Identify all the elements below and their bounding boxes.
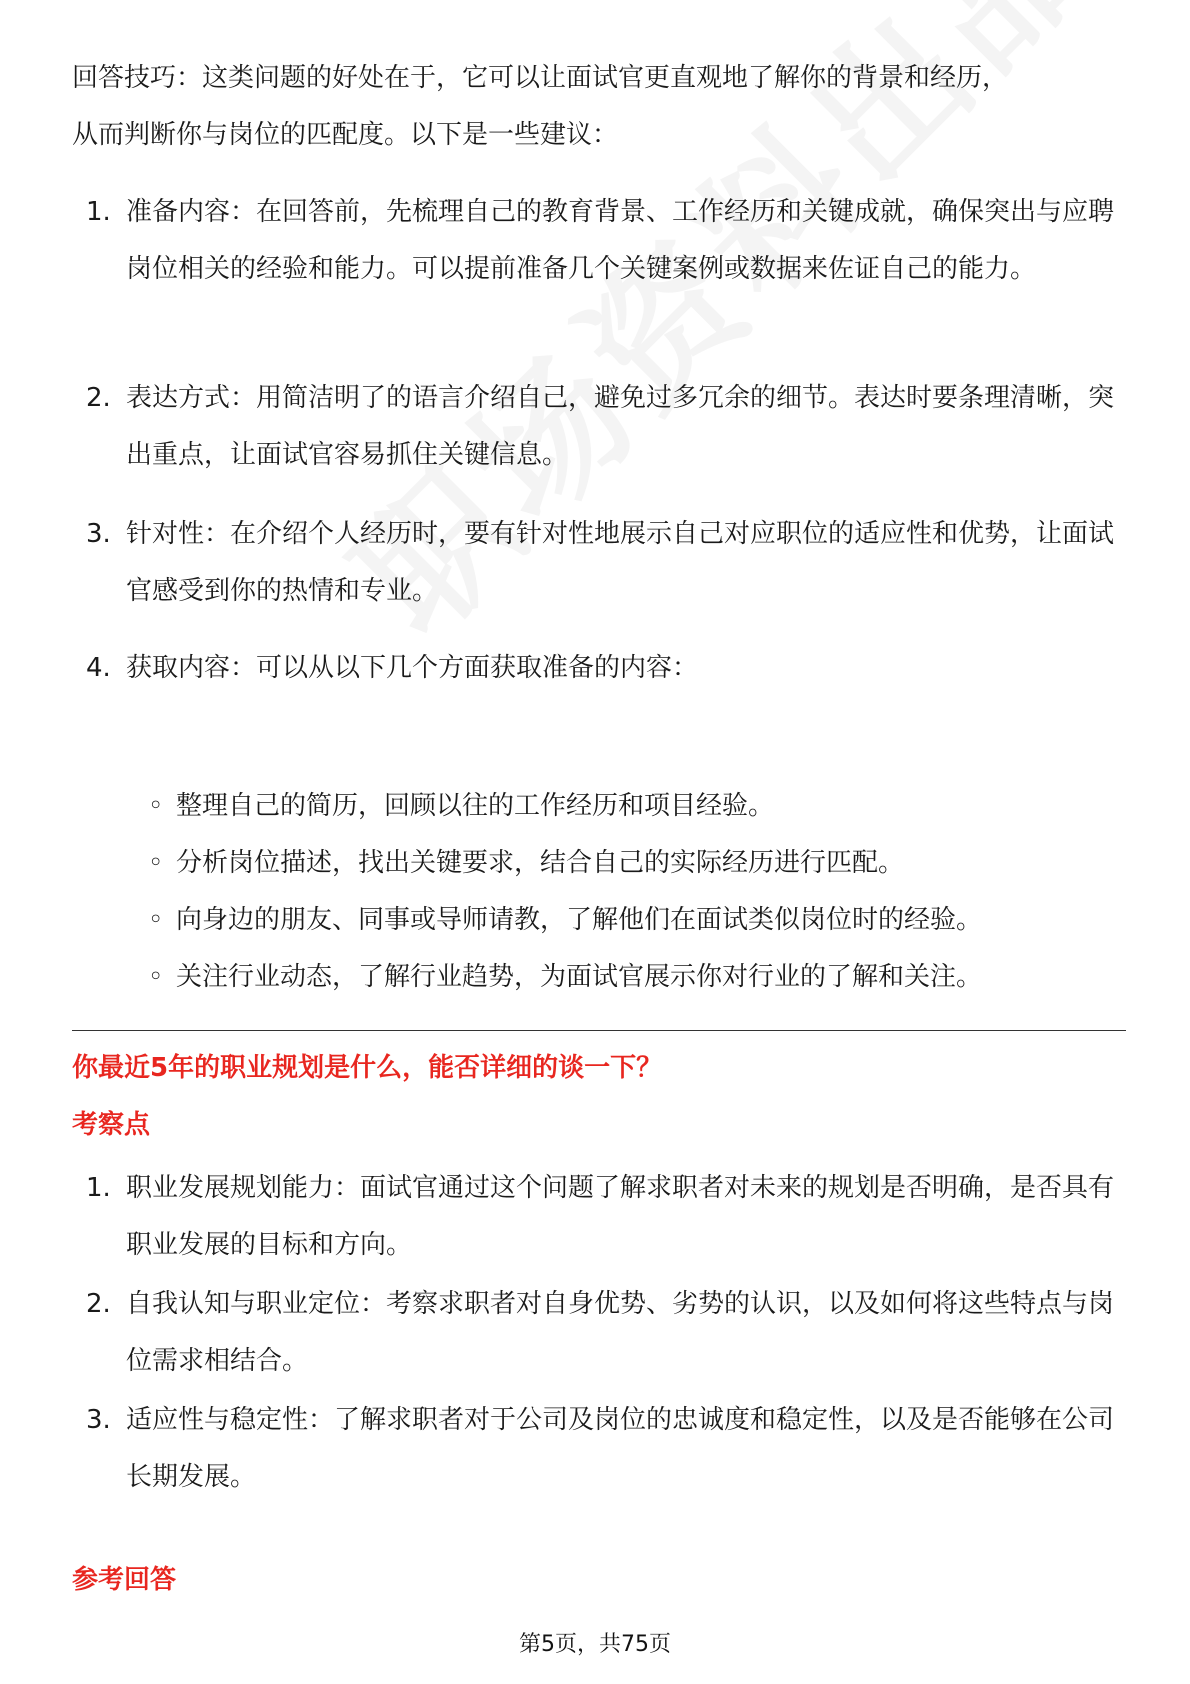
focus-item-3 (72, 1392, 1122, 1506)
source-list-item (148, 900, 1118, 940)
source-list-item (148, 843, 1118, 883)
source-text: 整理自己的简历，回顾以往的工作经历和项目经验。 (176, 791, 775, 821)
intro-line-2: 从而判断你与岗位的匹配度。以下是一些建议： (72, 120, 619, 150)
bullet-icon: ◦ (148, 848, 164, 878)
question-heading: 你最近5年的职业规划是什么，能否详细的谈一下？ (72, 1053, 663, 1083)
source-text: 关注行业动态，了解行业趋势，为面试官展示你对行业的了解和关注。 (176, 962, 983, 992)
bullet-icon: ◦ (148, 905, 164, 935)
tip-text: 表达方式：用简洁明了的语言介绍自己，避免过多冗余的细节。表达时要条理清晰，突出重点，让面试官容易抓住关键信息。 (126, 383, 1115, 470)
source-list-item (148, 786, 1118, 826)
tip-number: 1. (86, 197, 111, 227)
bullet-icon: ◦ (148, 962, 164, 992)
intro-line-1: 回答技巧：这类问题的好处在于，它可以让面试官更直观地了解你的背景和经历， (72, 63, 1009, 93)
intro-paragraph (72, 50, 1122, 164)
tip-text: 准备内容：在回答前，先梳理自己的教育背景、工作经历和关键成就，确保突出与应聘岗位相关的经验和能力。可以提前准备几个关键案例或数据来佐证自己的能力。 (126, 197, 1115, 284)
source-list-item (148, 957, 1118, 997)
section-divider (72, 1030, 1126, 1031)
focus-text: 自我认知与职业定位：考察求职者对自身优势、劣势的认识，以及如何将这些特点与岗位需求相结合。 (126, 1289, 1115, 1376)
tip-item-2 (72, 370, 1122, 484)
focus-text: 职业发展规划能力：面试官通过这个问题了解求职者对未来的规划是否明确，是否具有职业发展的目标和方向。 (126, 1173, 1115, 1260)
focus-item-2 (72, 1276, 1122, 1390)
tip-item-3 (72, 506, 1122, 620)
focus-item-1 (72, 1160, 1122, 1274)
tip-number: 3. (86, 519, 111, 549)
answer-heading: 参考回答 (72, 1565, 177, 1595)
tip-item-1 (72, 184, 1122, 298)
bullet-icon: ◦ (148, 791, 164, 821)
tip-number: 4. (86, 653, 111, 683)
source-text: 向身边的朋友、同事或导师请教，了解他们在面试类似岗位时的经验。 (176, 905, 983, 935)
focus-number: 1. (86, 1173, 111, 1203)
tip-number: 2. (86, 383, 111, 413)
page-number: 第5页，共75页 (519, 1632, 671, 1657)
tip-text: 针对性：在介绍个人经历时，要有针对性地展示自己对应职位的适应性和优势，让面试官感受到你的热情和专业。 (126, 519, 1115, 606)
tip-item-4 (72, 640, 1122, 697)
source-text: 分析岗位描述，找出关键要求，结合自己的实际经历进行匹配。 (176, 848, 905, 878)
focus-number: 3. (86, 1405, 111, 1435)
focus-heading: 考察点 (72, 1110, 151, 1140)
focus-number: 2. (86, 1289, 111, 1319)
tip-text: 获取内容：可以从以下几个方面获取准备的内容： (126, 653, 699, 683)
focus-text: 适应性与稳定性：了解求职者对于公司及岗位的忠诚度和稳定性，以及是否能够在公司长期发展。 (126, 1405, 1115, 1492)
